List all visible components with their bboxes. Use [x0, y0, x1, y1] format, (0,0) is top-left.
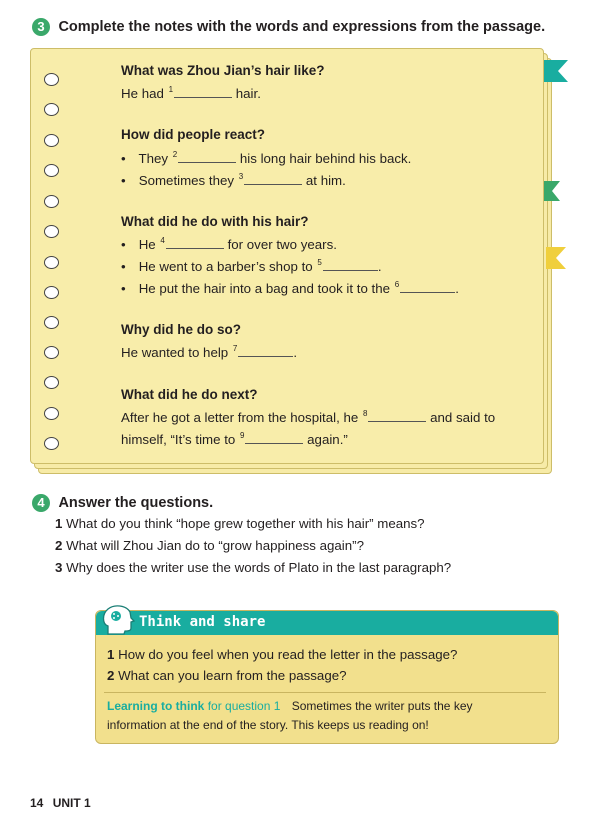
- fill-blank-9[interactable]: [245, 431, 303, 444]
- binder-ring: [44, 225, 59, 238]
- binder-ring: [44, 256, 59, 269]
- note-text: his long hair behind his back.: [239, 151, 412, 166]
- note-text: .: [455, 281, 459, 296]
- think-question-1: [107, 647, 457, 662]
- note-text: .: [377, 259, 382, 274]
- fill-blank-3[interactable]: [244, 172, 302, 185]
- tip-text: Sometimes the writer puts the key: [291, 699, 473, 713]
- question-number: 3: [55, 560, 63, 575]
- binder-ring: [44, 103, 59, 116]
- note-question-4: Why did he do so?: [121, 322, 241, 337]
- binder-ring: [44, 316, 59, 329]
- binder-ring: [44, 286, 59, 299]
- note-text: He: [138, 237, 156, 252]
- exercise-number-badge: 4: [32, 494, 50, 512]
- exercise-instruction: Answer the questions.: [58, 495, 214, 511]
- unit-label: UNIT 1: [52, 796, 91, 810]
- binder-ring: [44, 407, 59, 420]
- note-line: [121, 85, 261, 101]
- binder-ring: [44, 437, 59, 450]
- tip-for: for question 1: [207, 699, 281, 713]
- notes-notebook: [30, 48, 544, 464]
- blank-number: 1: [168, 85, 174, 94]
- fill-blank-2[interactable]: [178, 150, 236, 163]
- fill-blank-1[interactable]: [174, 85, 232, 98]
- question-3: [55, 560, 451, 575]
- note-text: hair.: [235, 86, 261, 101]
- question-number: 2: [107, 668, 115, 683]
- note-question-2: How did people react?: [121, 127, 266, 142]
- blank-number: 6: [394, 280, 400, 289]
- learning-tip-line-1: [107, 699, 473, 713]
- question-number: 2: [55, 538, 63, 553]
- note-text: at him.: [305, 173, 346, 188]
- note-line: [121, 431, 348, 447]
- exercise-number-badge: 3: [32, 18, 50, 36]
- page-footer: [30, 796, 91, 810]
- question-text: What will Zhou Jian do to “grow happiness again”?: [66, 538, 364, 553]
- note-text: for over two years.: [227, 237, 337, 252]
- note-bullet: [121, 172, 346, 188]
- note-text: Sometimes they: [138, 173, 235, 188]
- note-bullet: [121, 280, 459, 296]
- binder-ring: [44, 134, 59, 147]
- note-text: He put the hair into a bag and took it to the: [138, 281, 391, 296]
- question-1: [55, 516, 425, 531]
- note-text: They: [138, 151, 169, 166]
- blank-number: 4: [160, 236, 165, 245]
- question-text: What can you learn from the passage?: [118, 668, 347, 683]
- exercise-3-heading: [32, 18, 545, 36]
- exercise-4-heading: [32, 494, 213, 512]
- note-line: [121, 409, 495, 425]
- binder-ring: [44, 195, 59, 208]
- tip-label: Learning to think: [107, 699, 205, 713]
- note-text: .: [293, 345, 298, 360]
- question-number: 1: [107, 647, 115, 662]
- note-text: himself, “It’s time to: [121, 432, 236, 447]
- fill-blank-8[interactable]: [368, 409, 426, 422]
- note-text: and said to: [430, 410, 496, 425]
- note-line: [121, 344, 297, 360]
- note-question-5: What did he do next?: [121, 387, 258, 402]
- page-number: 14: [30, 796, 44, 810]
- blank-number: 5: [317, 258, 322, 267]
- blank-number: 7: [232, 344, 238, 353]
- binder-ring: [44, 346, 59, 359]
- think-question-2: [107, 668, 347, 683]
- note-text: He wanted to help: [121, 345, 229, 360]
- question-text: How do you feel when you read the letter in the passage?: [118, 647, 458, 662]
- note-bullet: [121, 150, 411, 166]
- question-text: What do you think “hope grew together with his hair” means?: [66, 516, 425, 531]
- question-2: [55, 538, 364, 553]
- fill-blank-5[interactable]: [323, 258, 378, 271]
- note-bullet: [121, 258, 382, 274]
- note-text: He went to a barber’s shop to: [138, 259, 313, 274]
- blank-number: 9: [240, 431, 245, 440]
- divider: [104, 692, 546, 693]
- question-number: 1: [55, 516, 63, 531]
- fill-blank-7[interactable]: [238, 344, 293, 357]
- blank-number: 8: [362, 409, 368, 418]
- binder-ring: [44, 376, 59, 389]
- head-share-icon: [100, 604, 136, 638]
- fill-blank-6[interactable]: [400, 280, 455, 293]
- binder-ring: [44, 164, 59, 177]
- note-text: After he got a letter from the hospital, he: [121, 410, 359, 425]
- think-and-share-title: Think and share: [139, 614, 266, 630]
- binder-ring: [44, 73, 59, 86]
- note-question-3: What did he do with his hair?: [121, 214, 309, 229]
- fill-blank-4[interactable]: [166, 236, 224, 249]
- note-text: He had: [121, 86, 164, 101]
- bookmark-tab-yellow: [546, 247, 566, 269]
- learning-tip-line-2: information at the end of the story. This keeps us reading on!: [107, 718, 429, 732]
- note-bullet: [121, 236, 337, 252]
- blank-number: 3: [238, 172, 244, 181]
- note-question-1: What was Zhou Jian’s hair like?: [121, 63, 325, 78]
- question-text: Why does the writer use the words of Plato in the last paragraph?: [66, 560, 452, 575]
- note-text: again.”: [307, 432, 348, 447]
- exercise-instruction: Complete the notes with the words and expressions from the passage.: [58, 19, 546, 35]
- blank-number: 2: [172, 150, 178, 159]
